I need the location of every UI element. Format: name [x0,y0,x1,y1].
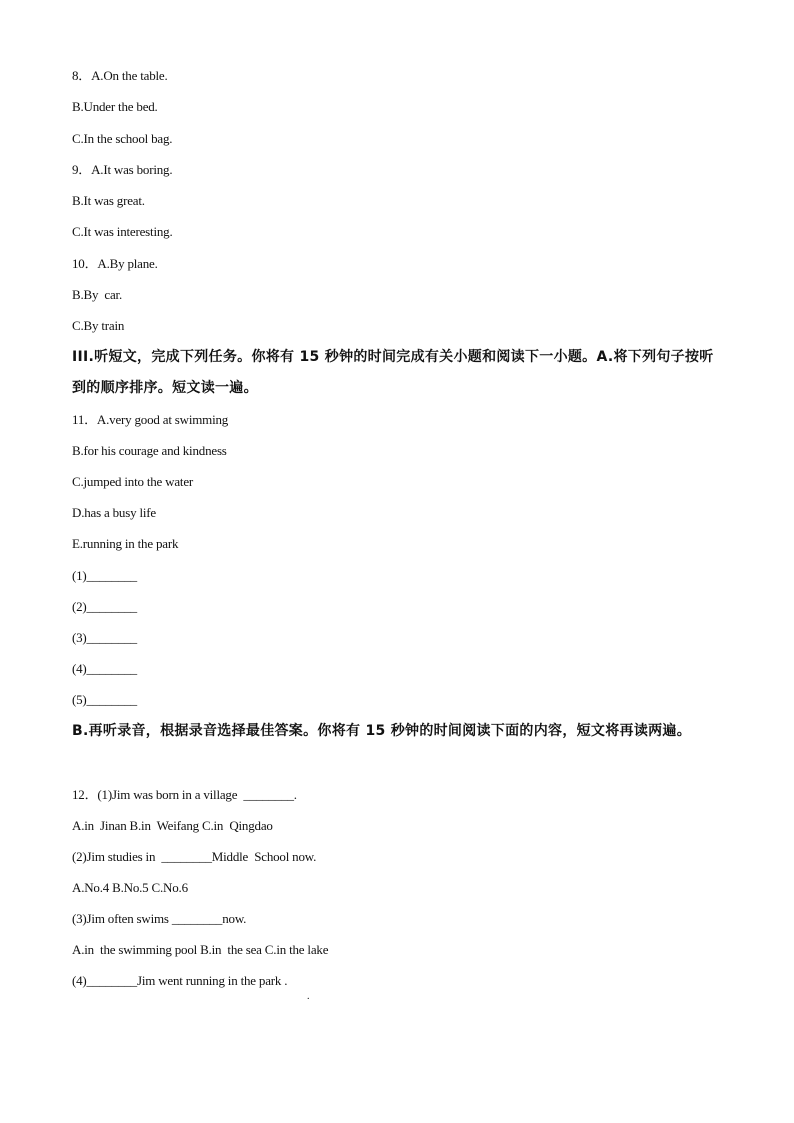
q8-option-c: C.In the school bag. [72,131,173,146]
q11-option-d: D.has a busy life [72,505,156,520]
q9-option-c: C.It was interesting. [72,224,173,239]
footer-mark: . [307,991,310,1002]
q9-option-b: B.It was great. [72,193,145,208]
q11-blank-3: (3)________ [72,630,137,645]
q11-option-e: E.running in the park [72,536,179,551]
q9-option-a: 9．A.It was boring. [72,162,173,177]
section-3-heading: III.听短文，完成下列任务。你将有 15 秒钟的时间完成有关小题和阅读下一小题。A.将下列句子按听到的顺序排序。短文读一遍。 [72,349,714,396]
q8-option-b: B.Under the bed. [72,99,158,114]
q11-blank-4: (4)________ [72,661,137,676]
q11-blank-1: (1)________ [72,568,137,583]
q12-part-2: (2)Jim studies in ________Middle School now. [72,849,317,864]
q12-part-3-options: A.in the swimming pool B.in the sea C.in the lake [72,942,329,957]
q12-part-3: (3)Jim often swims ________now. [72,911,247,926]
q11-option-a: 11．A.very good at swimming [72,412,229,427]
q11-blank-5: (5)________ [72,692,137,707]
q12-part-4: (4)________Jim went running in the park . [72,973,288,988]
q10-option-c: C.By train [72,318,125,333]
q11-option-b: B.for his courage and kindness [72,443,227,458]
section-b-heading: B.再听录音，根据录音选择最佳答案。你将有 15 秒钟的时间阅读下面的内容，短文将再读两遍。 [72,723,692,739]
q12-part-1-options: A.in Jinan B.in Weifang C.in Qingdao [72,818,273,833]
q12-part-2-options: A.No.4 B.No.5 C.No.6 [72,880,188,895]
q12-part-1: 12．(1)Jim was born in a village ________. [72,787,297,802]
q11-blank-2: (2)________ [72,599,137,614]
q11-option-c: C.jumped into the water [72,474,194,489]
q10-option-a: 10．A.By plane. [72,256,158,271]
q8-option-a: 8．A.On the table. [72,68,168,83]
q10-option-b: B.By car. [72,287,122,302]
